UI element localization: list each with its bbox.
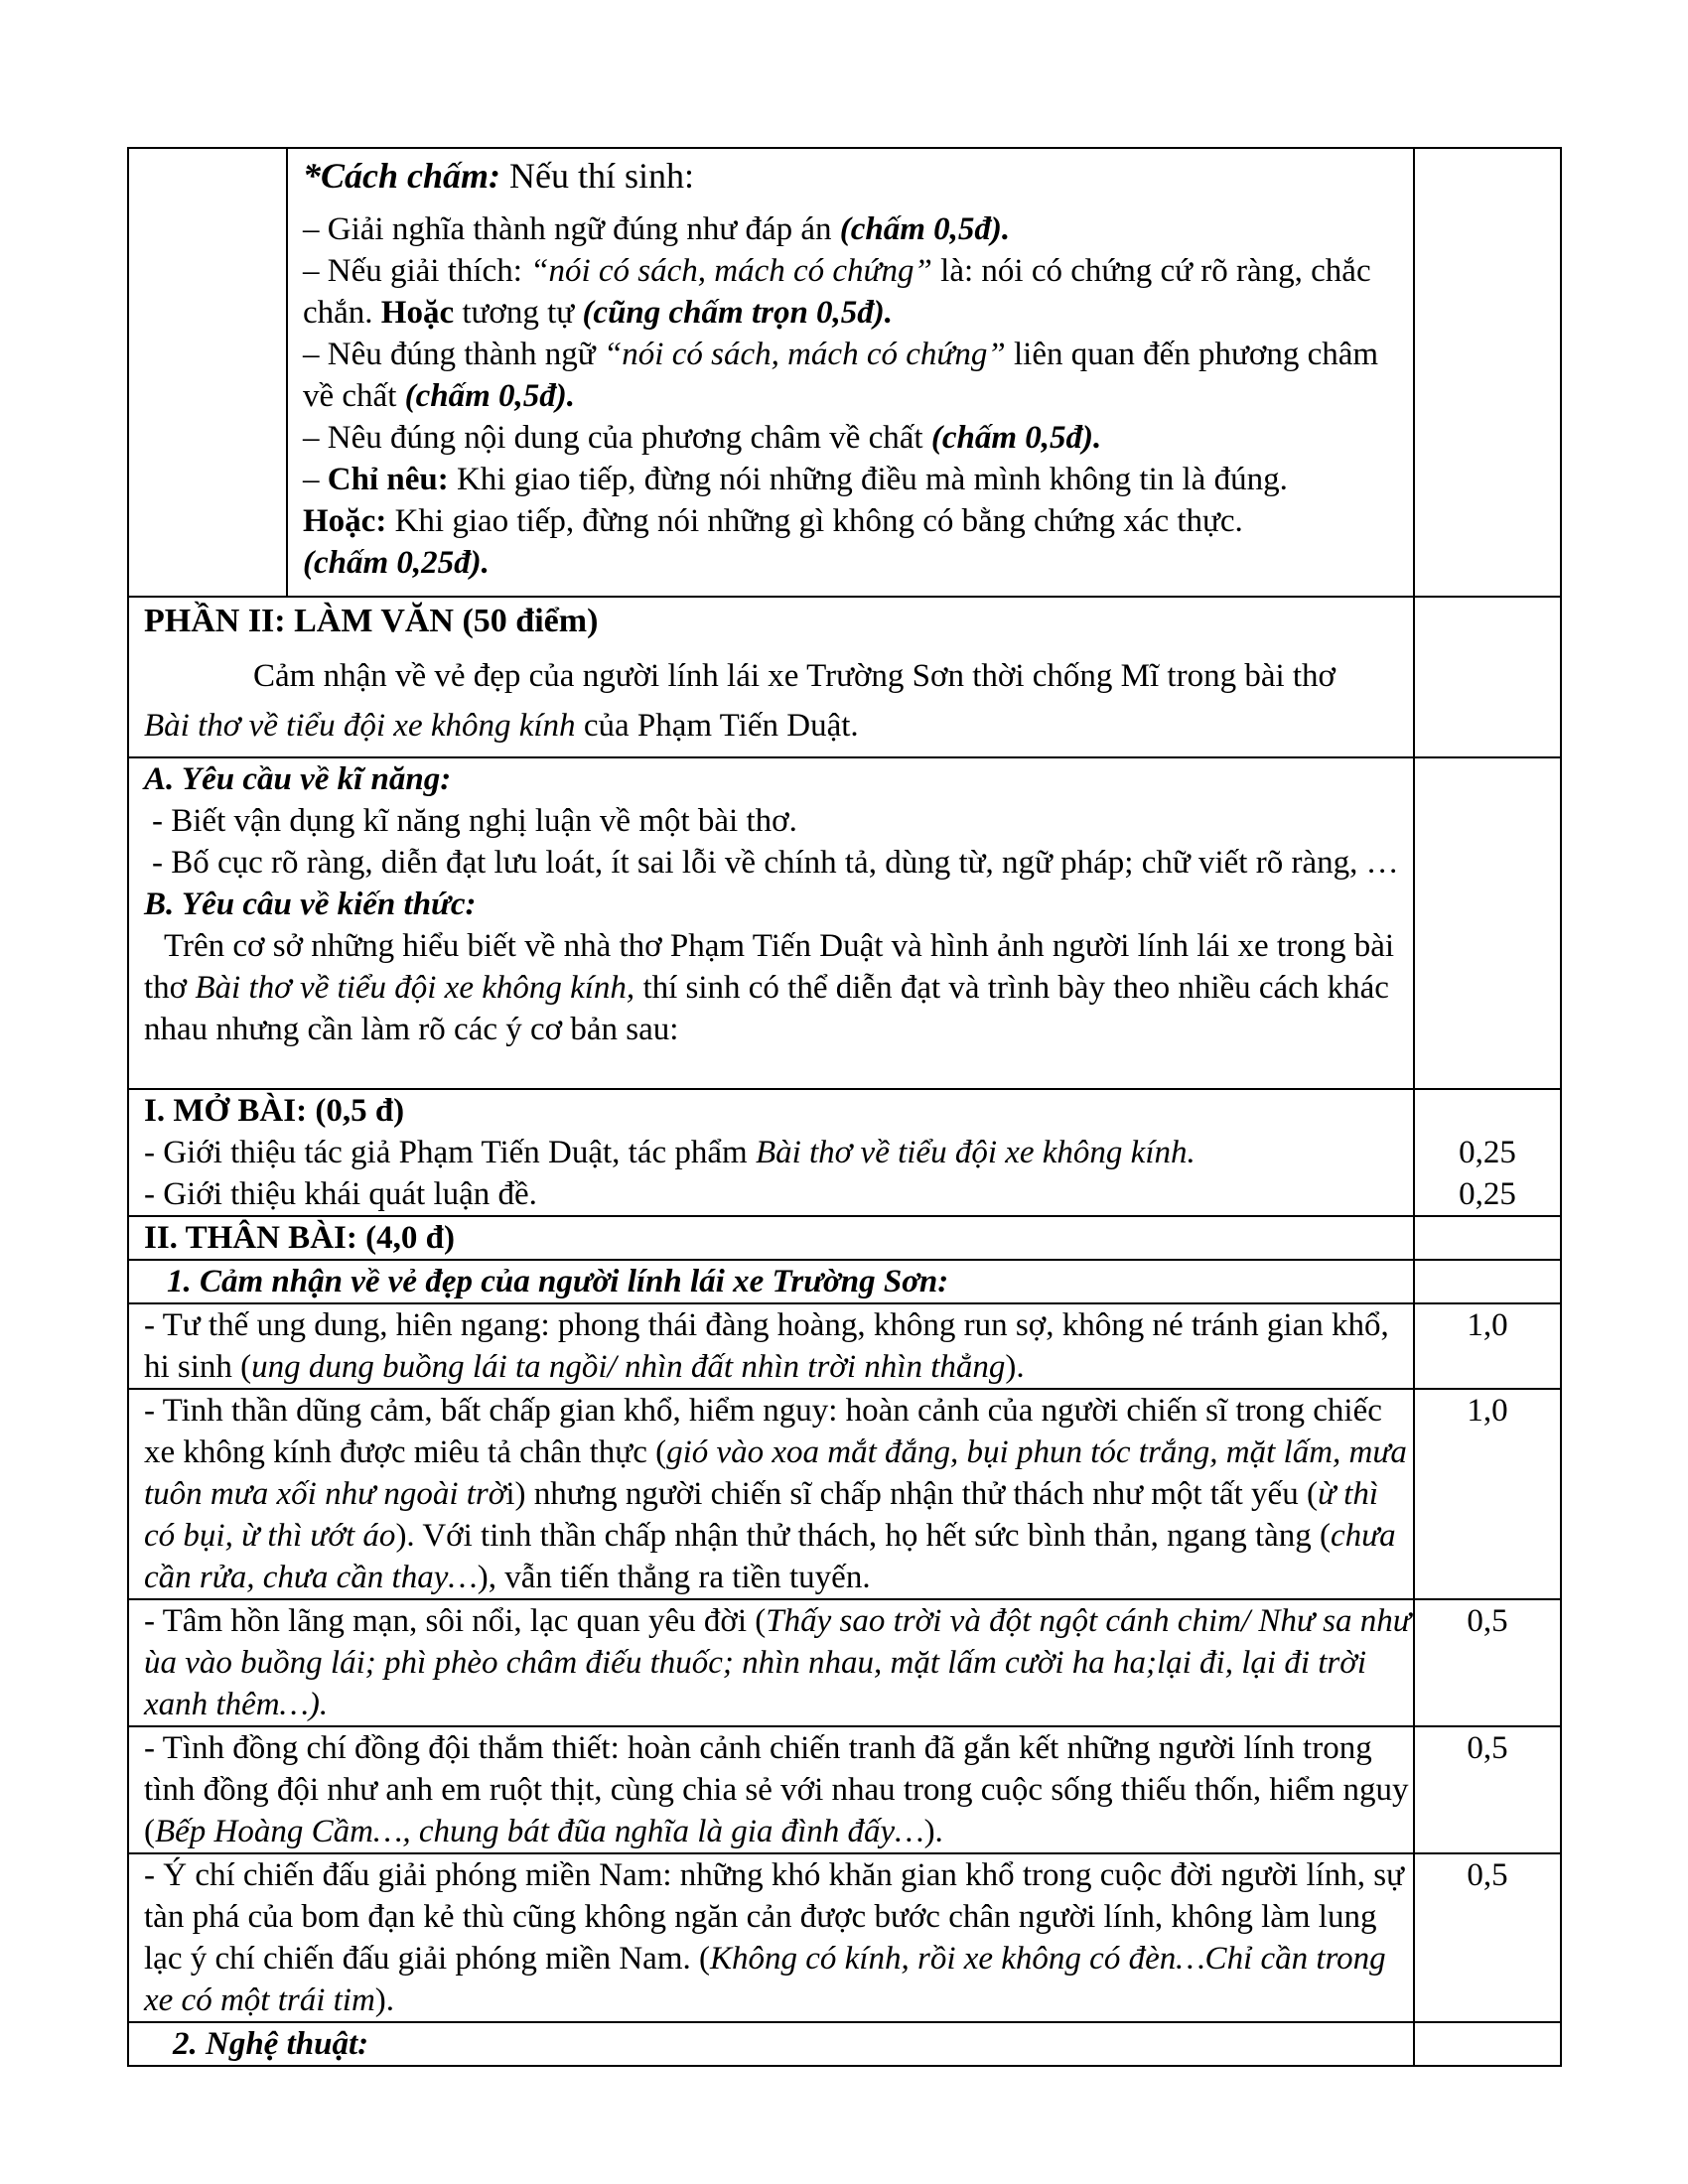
score-value: 1,0 [1467, 1393, 1508, 1429]
answer-key-table [127, 147, 1562, 2067]
content-row [128, 1389, 1561, 1599]
grading-item: – Nếu giải thích: “nói có sách, mách có chứng” là: nói có chứng cứ rõ ràng, chắc chắn. Hoặc tương tự (cũng chấm trọn 0,5đ). [303, 253, 1371, 331]
requirements-row [128, 757, 1561, 1089]
knowledge-text: Trên cơ sở những hiểu biết về nhà thơ Phạm Tiến Duật và hình ảnh người lính lái xe trong bài thơ Bài thơ về tiểu đội xe không kính, thí sinh có thể diễn đạt và trình bày theo nhiều cách khác nhau nhưng cần làm rõ các ý cơ bản sau: [144, 928, 1395, 1047]
content-cell: - Tình đồng chí đồng đội thắm thiết: hoàn cảnh chiến tranh đã gắn kết những người lính trong tình đồng đội như anh em ruột thịt, cùng chia sẻ với nhau trong cuộc sống thiếu thốn, hiểm nguy (Bếp Hoàng Cầm…, chung bát đũa nghĩa là gia đình đấy…). [128, 1726, 1414, 1853]
subheading: 1. Cảm nhận về vẻ đẹp của người lính lái xe Trường Sơn: [167, 1264, 949, 1299]
grading-item: – Nêu đúng thành ngữ “nói có sách, mách có chứng” liên quan đến phương châm về chất (chấm 0,5đ). [303, 337, 1379, 414]
score-cell [1414, 597, 1561, 757]
grading-item: – Giải nghĩa thành ngữ đúng như đáp án (chấm 0,5đ). [303, 211, 1011, 247]
content-cell: - Tinh thần dũng cảm, bất chấp gian khổ, hiểm nguy: hoàn cảnh của người chiến sĩ trong chiếc xe không kính được miêu tả chân thực (gió vào xoa mắt đắng, bụi phun tóc trắng, mặt lấm, mưa tuôn mưa xối như ngoài trời) nhưng người chiến sĩ chấp nhận thử thách như một tất yếu (ừ thì có bụi, ừ thì ướt áo). Với tinh thần chấp nhận thử thách, họ hết sức bình thản, ngang tàng (chưa cần rửa, chưa cần thay…), vẫn tiến thẳng ra tiền tuyến. [128, 1389, 1414, 1599]
score-cell [1414, 148, 1561, 597]
score-value: 1,0 [1467, 1307, 1508, 1343]
sub1-row [128, 1260, 1561, 1303]
part2-heading: PHẦN II: LÀM VĂN (50 điểm) [144, 603, 599, 639]
score-cell [1414, 1260, 1561, 1303]
subheading: 2. Nghệ thuật: [173, 2026, 369, 2062]
intro-heading: I. MỞ BÀI: (0,5 đ) [144, 1093, 405, 1129]
grading-note-heading: *Cách chấm: [303, 156, 501, 196]
score-value: 0,5 [1467, 1730, 1508, 1766]
sub2-row [128, 2022, 1561, 2066]
part2-prompt: Cảm nhận về vẻ đẹp của người lính lái xe Trường Sơn thời chống Mĩ trong bài thơ [253, 658, 1336, 694]
score-cell [1414, 1216, 1561, 1260]
skill-item: - Bố cục rõ ràng, diễn đạt lưu loát, ít sai lỗi về chính tả, dùng từ, ngữ pháp; chữ viết rõ ràng, … [152, 845, 1399, 881]
content-row [128, 1303, 1561, 1389]
content-cell: - Tư thế ung dung, hiên ngang: phong thái đàng hoàng, không run sợ, không né tránh gian khổ, hi sinh (ung dung buồng lái ta ngồi/ nhìn đất nhìn trời nhìn thẳng). [128, 1303, 1414, 1389]
sub1-cell [128, 1260, 1414, 1303]
grading-item: – Nêu đúng nội dung của phương châm về chất (chấm 0,5đ). [303, 420, 1102, 456]
content-row [128, 1853, 1561, 2022]
grading-note-heading-tail: Nếu thí sinh: [500, 156, 695, 196]
requirements-cell [128, 757, 1414, 1089]
grading-note-cell [287, 148, 1414, 597]
skills-heading: A. Yêu cầu về kĩ năng: [144, 761, 452, 797]
content-cell: - Tâm hồn lãng mạn, sôi nổi, lạc quan yêu đời (Thấy sao trời và đột ngột cánh chim/ Như sa như ùa vào buồng lái; phì phèo châm điếu thuốc; nhìn nhau, mặt lấm cười ha ha;lại đi, lại đi trời xanh thêm…). [128, 1599, 1414, 1726]
score-value: 0,5 [1467, 1857, 1508, 1893]
part2-prompt-line2: Bài thơ về tiểu đội xe không kính của Phạm Tiến Duật. [144, 708, 859, 744]
content-row [128, 1599, 1561, 1726]
grading-item: – Chỉ nêu: Khi giao tiếp, đừng nói những điều mà mình không tin là đúng. [303, 462, 1288, 497]
intro-line: - Giới thiệu khái quát luận đề. [144, 1176, 537, 1212]
intro-line: - Giới thiệu tác giả Phạm Tiến Duật, tác phẩm Bài thơ về tiểu đội xe không kính. [144, 1135, 1196, 1170]
score-value: 0,25 [1459, 1135, 1516, 1170]
score-cell [1414, 757, 1561, 1089]
score-value: 0,5 [1467, 1603, 1508, 1639]
score-cell [1414, 1389, 1561, 1599]
score-cell [1414, 2022, 1561, 2066]
score-cell [1414, 1303, 1561, 1389]
score-cell [1414, 1599, 1561, 1726]
body-heading-row [128, 1216, 1561, 1260]
grading-item: Hoặc: Khi giao tiếp, đừng nói những gì không có bằng chứng xác thực. (chấm 0,25đ). [303, 503, 1243, 581]
score-cell [1414, 1089, 1561, 1216]
content-cell: - Ý chí chiến đấu giải phóng miền Nam: những khó khăn gian khổ trong cuộc đời người lính, sự tàn phá của bom đạn kẻ thù cũng không ngăn cản được bước chân người lính, không làm lung lạc ý chí chiến đấu giải phóng miền Nam. (Không có kính, rồi xe không có đèn…Chỉ cần trong xe có một trái tim). [128, 1853, 1414, 2022]
blank-cell [128, 148, 287, 597]
body-heading-cell [128, 1216, 1414, 1260]
knowledge-heading: B. Yêu câu về kiến thức: [144, 887, 477, 922]
part2-row [128, 597, 1561, 757]
score-value: 0,25 [1459, 1176, 1516, 1212]
body-heading: II. THÂN BÀI: (4,0 đ) [144, 1220, 455, 1256]
sub2-cell [128, 2022, 1414, 2066]
part2-cell [128, 597, 1414, 757]
intro-row [128, 1089, 1561, 1216]
content-row [128, 1726, 1561, 1853]
skill-item: - Biết vận dụng kĩ năng nghị luận về một bài thơ. [152, 803, 797, 839]
grading-note-row [128, 148, 1561, 597]
score-cell [1414, 1853, 1561, 2022]
intro-cell [128, 1089, 1414, 1216]
score-cell [1414, 1726, 1561, 1853]
